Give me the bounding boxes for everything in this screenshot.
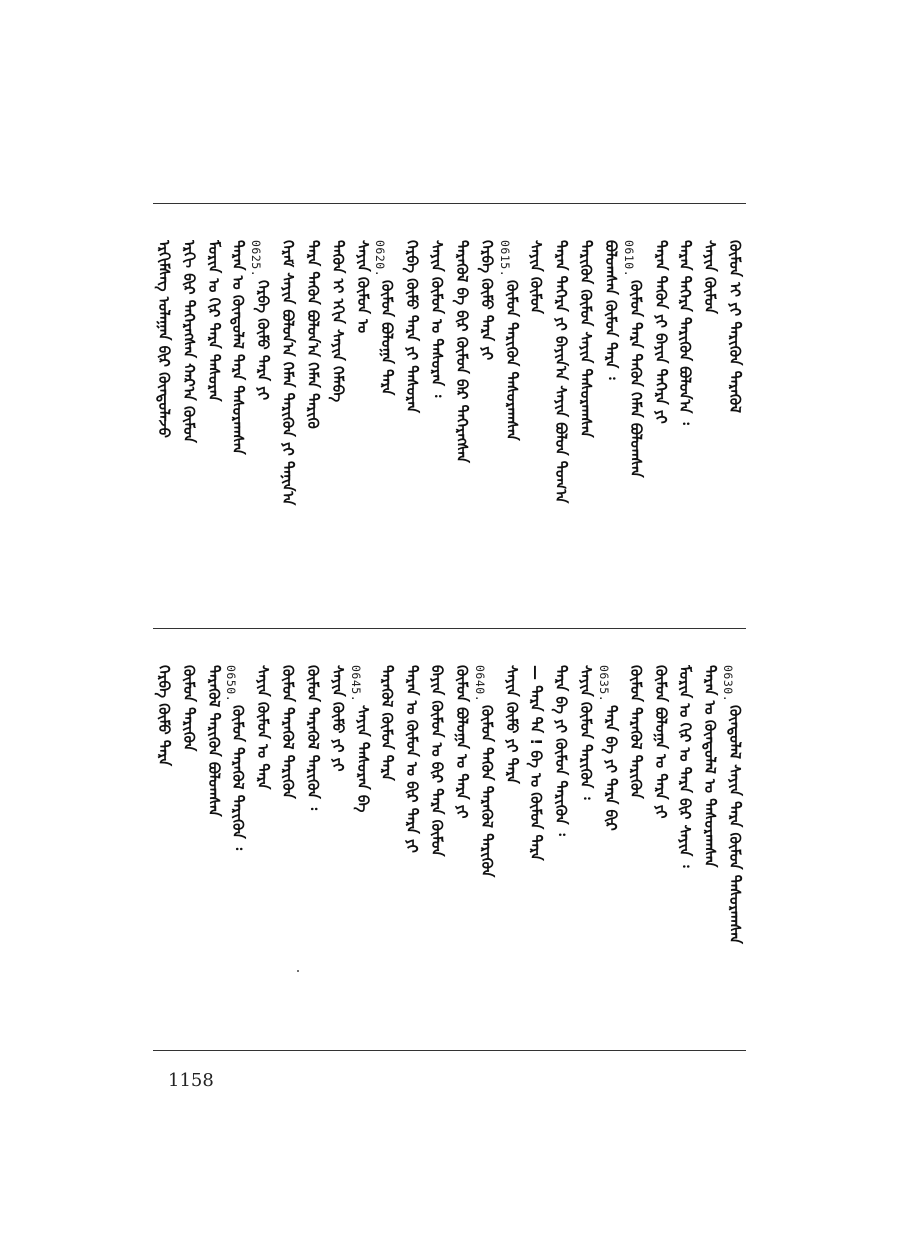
verse-number-wrap bbox=[721, 665, 746, 703]
verse-line: ᠲᠡᠷᠡᠨ ᠤ ᠬᠦᠨᠳᠦᠯᠡᠯ ᠤ ᠲᠠᠰᠤᠷᠠᠭᠰᠠᠨ bbox=[701, 665, 719, 868]
verse-number-wrap bbox=[622, 240, 647, 278]
verse-line: ᠬᠦᠮᠦᠨ ᠪᠣᠯᠤᠭ᠋ᠠ ᠲᠡᠷᠡ bbox=[378, 280, 396, 396]
text-column bbox=[327, 240, 349, 620]
text-column bbox=[373, 240, 398, 620]
verse-line: ᠬᠦᠮᠦᠨ ᠲᠡᠷᠡᠭᠦᠯ ᠲᠡᠷᠢᠭᠦᠨ ᠄ bbox=[304, 665, 322, 811]
verse-line: ᠬᠦᠮᠦᠨ ᠲᠡᠭᠦᠨ ᠲᠡᠷᠡᠭᠦᠯ ᠲᠡᠷᠢᠭᠦᠨ bbox=[478, 705, 496, 878]
verse-number: 0610. bbox=[622, 240, 636, 278]
verse-line: ᠲᠡᠷᠡᠨ ᠤ ᠬᠦᠮᠦᠨ ᠤ ᠪᠢᠷ ᠲᠡᠷᠡ ᠶᠢ bbox=[403, 665, 421, 853]
verse-line: ᠲᠡᠷᠡᠨ ᠲᠡᠭᠦᠨ ᠶᠢ ᠪᠠᠶᠢᠨ ᠳᠡᠭᠡᠷᠡ ᠶᠢ bbox=[652, 240, 670, 424]
verse-line: ᠬᠦᠮᠦᠨ ᠢ ᠶᠢ ᠲᠡᠷᠢᠭᠦᠨ ᠲᠡᠷᠡᠭᠦᠯ bbox=[726, 240, 744, 413]
verse-line: ᠰᠠᠶᠢᠨ ᠬᠦᠮᠦ ᠶᠢ ᠲᠡᠷᠡ bbox=[503, 665, 521, 784]
text-column bbox=[550, 240, 572, 620]
verse-line: ᠰᠠᠶᠢᠨ ᠬᠦᠮᠦᠨ ᠲᠡᠷᠢᠭᠦᠨ ᠄ bbox=[577, 665, 595, 800]
text-column bbox=[327, 665, 349, 1045]
text-column bbox=[451, 240, 473, 620]
top-rule bbox=[153, 203, 746, 204]
text-column bbox=[597, 665, 622, 1045]
verse-line: ᠬᠦᠮᠦᠨ ᠲᠡᠷᠡ ᠲᠡᠭᠦᠨ ᠬᠡᠮᠡᠨ ᠪᠣᠯᠤᠭᠰᠠᠨ bbox=[627, 280, 645, 478]
verse-line: ᠲᠡᠷᠡ ᠪᠠ ᠶᠢ ᠬᠦᠮᠦᠨ ᠲᠡᠷᠢᠭᠦᠨ ᠄ bbox=[552, 665, 570, 836]
verse-number: 0650. bbox=[224, 665, 238, 703]
text-column bbox=[277, 240, 299, 620]
text-column bbox=[302, 665, 324, 1045]
text-column bbox=[625, 665, 647, 1045]
text-column bbox=[674, 240, 696, 620]
verse-number-wrap bbox=[373, 240, 398, 278]
verse-line: ᠬᠡᠷᠡᠮ ᠰᠠᠶᠢᠨ ᠪᠣᠯᠤᠨ᠎ᠠ ᠬᠡᠮᠡᠨ ᠲᠡᠷᠢᠭᠦᠨ ᠶᠢ ᠲᠠᠨᠢᠨ᠎ᠠ bbox=[279, 240, 297, 506]
text-column bbox=[277, 665, 299, 1045]
text-column bbox=[249, 240, 274, 620]
text-column bbox=[376, 665, 398, 1045]
verse-number-wrap bbox=[498, 240, 523, 278]
verse-number-wrap bbox=[249, 240, 274, 278]
verse-line: ᠰᠠᠶᠢᠨ ᠬᠦᠮᠦᠨ ᠤ ᠲᠡᠷᠡ bbox=[254, 665, 272, 790]
verse-line: ᠰᠠᠶᠢᠨ ᠬᠦᠮᠦᠨ bbox=[527, 240, 545, 314]
text-column bbox=[349, 665, 374, 1045]
text-column bbox=[674, 665, 696, 1045]
verse-line: ᠰᠠᠶᠢᠨ ᠬᠦᠮᠦᠨ ᠤ ᠲᠠᠰᠤᠷᠠᠨ ᠄ bbox=[428, 240, 446, 398]
stray-dot bbox=[297, 970, 299, 972]
text-column bbox=[252, 665, 274, 1045]
verse-number: 0645. bbox=[349, 665, 363, 703]
text-column bbox=[203, 240, 225, 620]
text-column bbox=[650, 240, 672, 620]
verse-line: ᠰᠠᠶᠢᠨ ᠬᠦᠮᠦᠨ bbox=[701, 240, 719, 314]
bottom-rule bbox=[153, 1050, 746, 1051]
page-number: 1158 bbox=[168, 1070, 214, 1091]
text-column bbox=[476, 240, 498, 620]
verse-line: ᠲᠡᠷᠡᠨ ᠤ ᠬᠦᠨᠳᠦᠯᠡᠯ ᠲᠡᠷᠡ ᠲᠠᠰᠤᠷᠠᠭᠰᠠᠨ bbox=[229, 240, 247, 455]
text-column bbox=[721, 665, 746, 1045]
verse-line: ᠬᠦᠮᠦᠨ ᠲᠡᠷᠡᠭᠦᠯ ᠲᠡᠷᠢᠭᠦᠨ ᠄ bbox=[229, 705, 247, 851]
verse-line: — ᠲᠡᠷᠡ ᠲᠡ ! ᠪᠠ ᠤ ᠬᠦᠮᠦᠨ ᠲᠡᠷᠡ bbox=[527, 665, 545, 861]
text-column bbox=[401, 665, 423, 1045]
verse-line: ᠬᠦᠨᠳᠦᠯᠡᠯ ᠰᠠᠶᠢᠨ ᠲᠡᠷᠡ ᠬᠦᠮᠦᠨ ᠲᠠᠰᠤᠷᠠᠭᠰᠠᠨ bbox=[726, 705, 744, 944]
verse-number: 0620. bbox=[373, 240, 387, 278]
verse-line: ᠪᠣᠯᠤᠭᠰᠠᠨ ᠬᠦᠮᠦᠨ ᠲᠡᠷᠡ ᠄ bbox=[602, 240, 620, 380]
upper-text-block bbox=[153, 240, 746, 620]
verse-number: 0640. bbox=[473, 665, 487, 703]
verse-line: ᠬᠦᠮᠦᠨ ᠪᠣᠯᠤᠭ᠋ᠠ ᠤ ᠲᠡᠷᠡ ᠶᠢ bbox=[453, 665, 471, 819]
text-column bbox=[224, 665, 249, 1045]
text-column bbox=[501, 665, 523, 1045]
verse-number: 0635. bbox=[597, 665, 611, 703]
verse-line: ᠬᠦᠮᠦᠨ ᠲᠡᠷᠡᠭᠦᠯ ᠲᠡᠷᠢᠭᠦᠨ bbox=[279, 665, 297, 799]
text-column bbox=[178, 665, 200, 1045]
text-column bbox=[302, 240, 324, 620]
verse-line: ᠲᠡᠭᠦᠨ ᠢ ᠡᠬᠢᠨ ᠰᠠᠶᠢᠨ ᠬᠡᠮᠡᠪᠡ bbox=[329, 240, 347, 403]
text-column bbox=[525, 665, 547, 1045]
text-column bbox=[498, 240, 523, 620]
text-column bbox=[153, 240, 175, 620]
text-column bbox=[724, 240, 746, 620]
verse-line: ᠲᠡᠷᠡ ᠲᠡᠭᠦᠨ ᠪᠣᠯᠤᠨ᠎ᠠ ᠬᠡᠮᠡᠨ ᠲᠡᠷᠢᠭᠦ bbox=[304, 240, 322, 429]
text-column bbox=[426, 665, 448, 1045]
verse-line: ᠬᠦᠮᠦᠨ ᠲᠡᠷᠢᠭᠦᠨ bbox=[180, 665, 198, 752]
verse-line: ᠮᠣᠷᠢᠨ ᠤ ᠬᠢᠷ ᠲᠡᠷᠡ ᠲᠠᠰᠤᠷᠠᠨ bbox=[205, 240, 223, 402]
middle-rule bbox=[153, 628, 746, 629]
verse-line: ᠲᠡᠷᠡᠨ ᠳᠡᠭᠡᠷᠡ ᠲᠡᠷᠢᠭᠦᠨ ᠪᠣᠯᠤᠨ᠎ᠠ ᠄ bbox=[676, 240, 694, 425]
verse-line: ᠮᠣᠷᠢᠨ ᠤ ᠬᠢᠷ ᠤ ᠲᠡᠷᠡ ᠪᠢᠷ ᠰᠠᠶᠢᠨ ᠄ bbox=[676, 665, 694, 868]
text-column bbox=[699, 240, 721, 620]
verse-line: ᠬᠡᠷᠪᠡ ᠬᠦᠮᠦ ᠲᠡᠷᠡ bbox=[155, 665, 173, 767]
text-column bbox=[203, 665, 225, 1045]
verse-line: ᠬᠦᠮᠦᠨ ᠪᠣᠯᠤᠭ᠋ᠠ ᠤ ᠲᠡᠷᠡ ᠶᠢ bbox=[652, 665, 670, 819]
verse-line: ᠲᠡᠷᠡᠨ ᠳᠡᠭᠡᠷᠡ ᠶᠢ ᠪᠠᠶᠢᠨ᠎ᠠ ᠰᠠᠶᠢᠨ ᠪᠣᠯᠤᠨ ᠲᠣᠭ᠎ᠠ bbox=[552, 240, 570, 504]
verse-line: ᠲᠡᠷᠡᠭᠦᠯ ᠪᠠ ᠪᠢᠷ ᠬᠦᠮᠦᠨ ᠪᠡᠷ ᠳᠡᠭᠡᠷᠡᠭᠰᠡᠨ bbox=[453, 240, 471, 463]
verse-number: 0625. bbox=[249, 240, 263, 278]
verse-line: ᠬᠡᠷᠪᠡ ᠬᠦᠮᠦ ᠲᠡᠷᠡ ᠶᠢ ᠲᠠᠰᠤᠷᠠᠨ bbox=[403, 240, 421, 414]
verse-line: ᠰᠠᠶᠢᠨ ᠲᠠᠰᠤᠷᠠᠨ ᠪᠠ bbox=[354, 705, 372, 813]
lower-text-block bbox=[153, 665, 746, 1045]
text-column bbox=[650, 665, 672, 1045]
verse-line: ᠲᠡᠷᠡᠭᠦᠯ ᠲᠡᠷᠢᠭᠦᠨ ᠪᠣᠯᠤᠭᠰᠠᠨ bbox=[205, 665, 223, 817]
verse-line: ᠡᠷᠬᠢ ᠪᠢᠷ ᠳᠡᠭᠡᠷᠡᠭᠰᠡᠨ ᠬᠠᠷ᠎ᠠ ᠬᠦᠮᠦᠨ bbox=[180, 240, 198, 443]
text-column bbox=[550, 665, 572, 1045]
verse-line: ᠲᠡᠷᠡᠭᠦᠯ ᠬᠦᠮᠦᠨ ᠲᠡᠷᠡ bbox=[378, 665, 396, 781]
verse-line: ᠬᠦᠮᠦᠨ ᠲᠡᠷᠢᠭᠦᠨ ᠲᠠᠰᠤᠷᠠᠭᠰᠠᠨ bbox=[503, 280, 521, 441]
verse-number-wrap bbox=[224, 665, 249, 703]
text-column bbox=[622, 240, 647, 620]
verse-line: ᠲᠡᠷᠡ ᠪᠠ ᠶᠢ ᠲᠡᠷᠡ ᠪᠢᠷ bbox=[602, 705, 620, 831]
verse-number: 0630. bbox=[721, 665, 735, 703]
verse-number: 0615. bbox=[498, 240, 512, 278]
text-column bbox=[401, 240, 423, 620]
verse-line: ᠬᠡᠷᠪᠡ ᠬᠦᠮᠦ ᠲᠡᠷᠡ ᠶᠢ bbox=[254, 280, 272, 401]
text-column bbox=[451, 665, 473, 1045]
verse-line: ᠪᠠᠶᠢᠨ ᠬᠦᠮᠦᠨ ᠤ ᠪᠢᠷ ᠲᠡᠷᠡ ᠬᠦᠮᠦᠨ bbox=[428, 665, 446, 857]
verse-number-wrap bbox=[473, 665, 498, 703]
verse-line: ᠬᠡᠷᠪᠡ ᠬᠦᠮᠦ ᠲᠡᠷᠡ ᠶᠢ bbox=[478, 240, 496, 361]
text-column bbox=[575, 240, 597, 620]
verse-line: ᠡᠷᠬᠢᠮᠰᠡᠭ ᠤᠯᠠᠭᠠᠨ ᠪᠢᠷ ᠬᠦᠨᠳᠦᠯᠡᠵᠦ bbox=[155, 240, 173, 438]
text-column bbox=[352, 240, 374, 620]
text-column bbox=[227, 240, 249, 620]
text-column bbox=[426, 240, 448, 620]
verse-line: ᠰᠠᠶᠢᠨ ᠬᠦᠮᠦᠨ ᠤ bbox=[354, 240, 372, 334]
verse-line: ᠬᠦᠮᠦᠨ ᠲᠡᠷᠡᠭᠦᠯ ᠲᠡᠷᠢᠭᠦᠨ bbox=[627, 665, 645, 799]
verse-line: ᠲᠡᠷᠢᠭᠦᠨ ᠬᠦᠮᠦᠨ ᠰᠠᠶᠢᠨ ᠲᠠᠰᠤᠷᠠᠭᠰᠠᠨ bbox=[577, 240, 595, 438]
text-column bbox=[575, 665, 597, 1045]
text-column bbox=[178, 240, 200, 620]
text-column bbox=[153, 665, 175, 1045]
text-column bbox=[699, 665, 721, 1045]
text-column bbox=[473, 665, 498, 1045]
text-column bbox=[525, 240, 547, 620]
verse-line: ᠰᠠᠶᠢᠨ ᠬᠦᠮᠦ ᠶᠢ ᠶᠢ bbox=[329, 665, 347, 772]
verse-number-wrap bbox=[597, 665, 622, 703]
verse-number-wrap bbox=[349, 665, 374, 703]
text-column bbox=[600, 240, 622, 620]
